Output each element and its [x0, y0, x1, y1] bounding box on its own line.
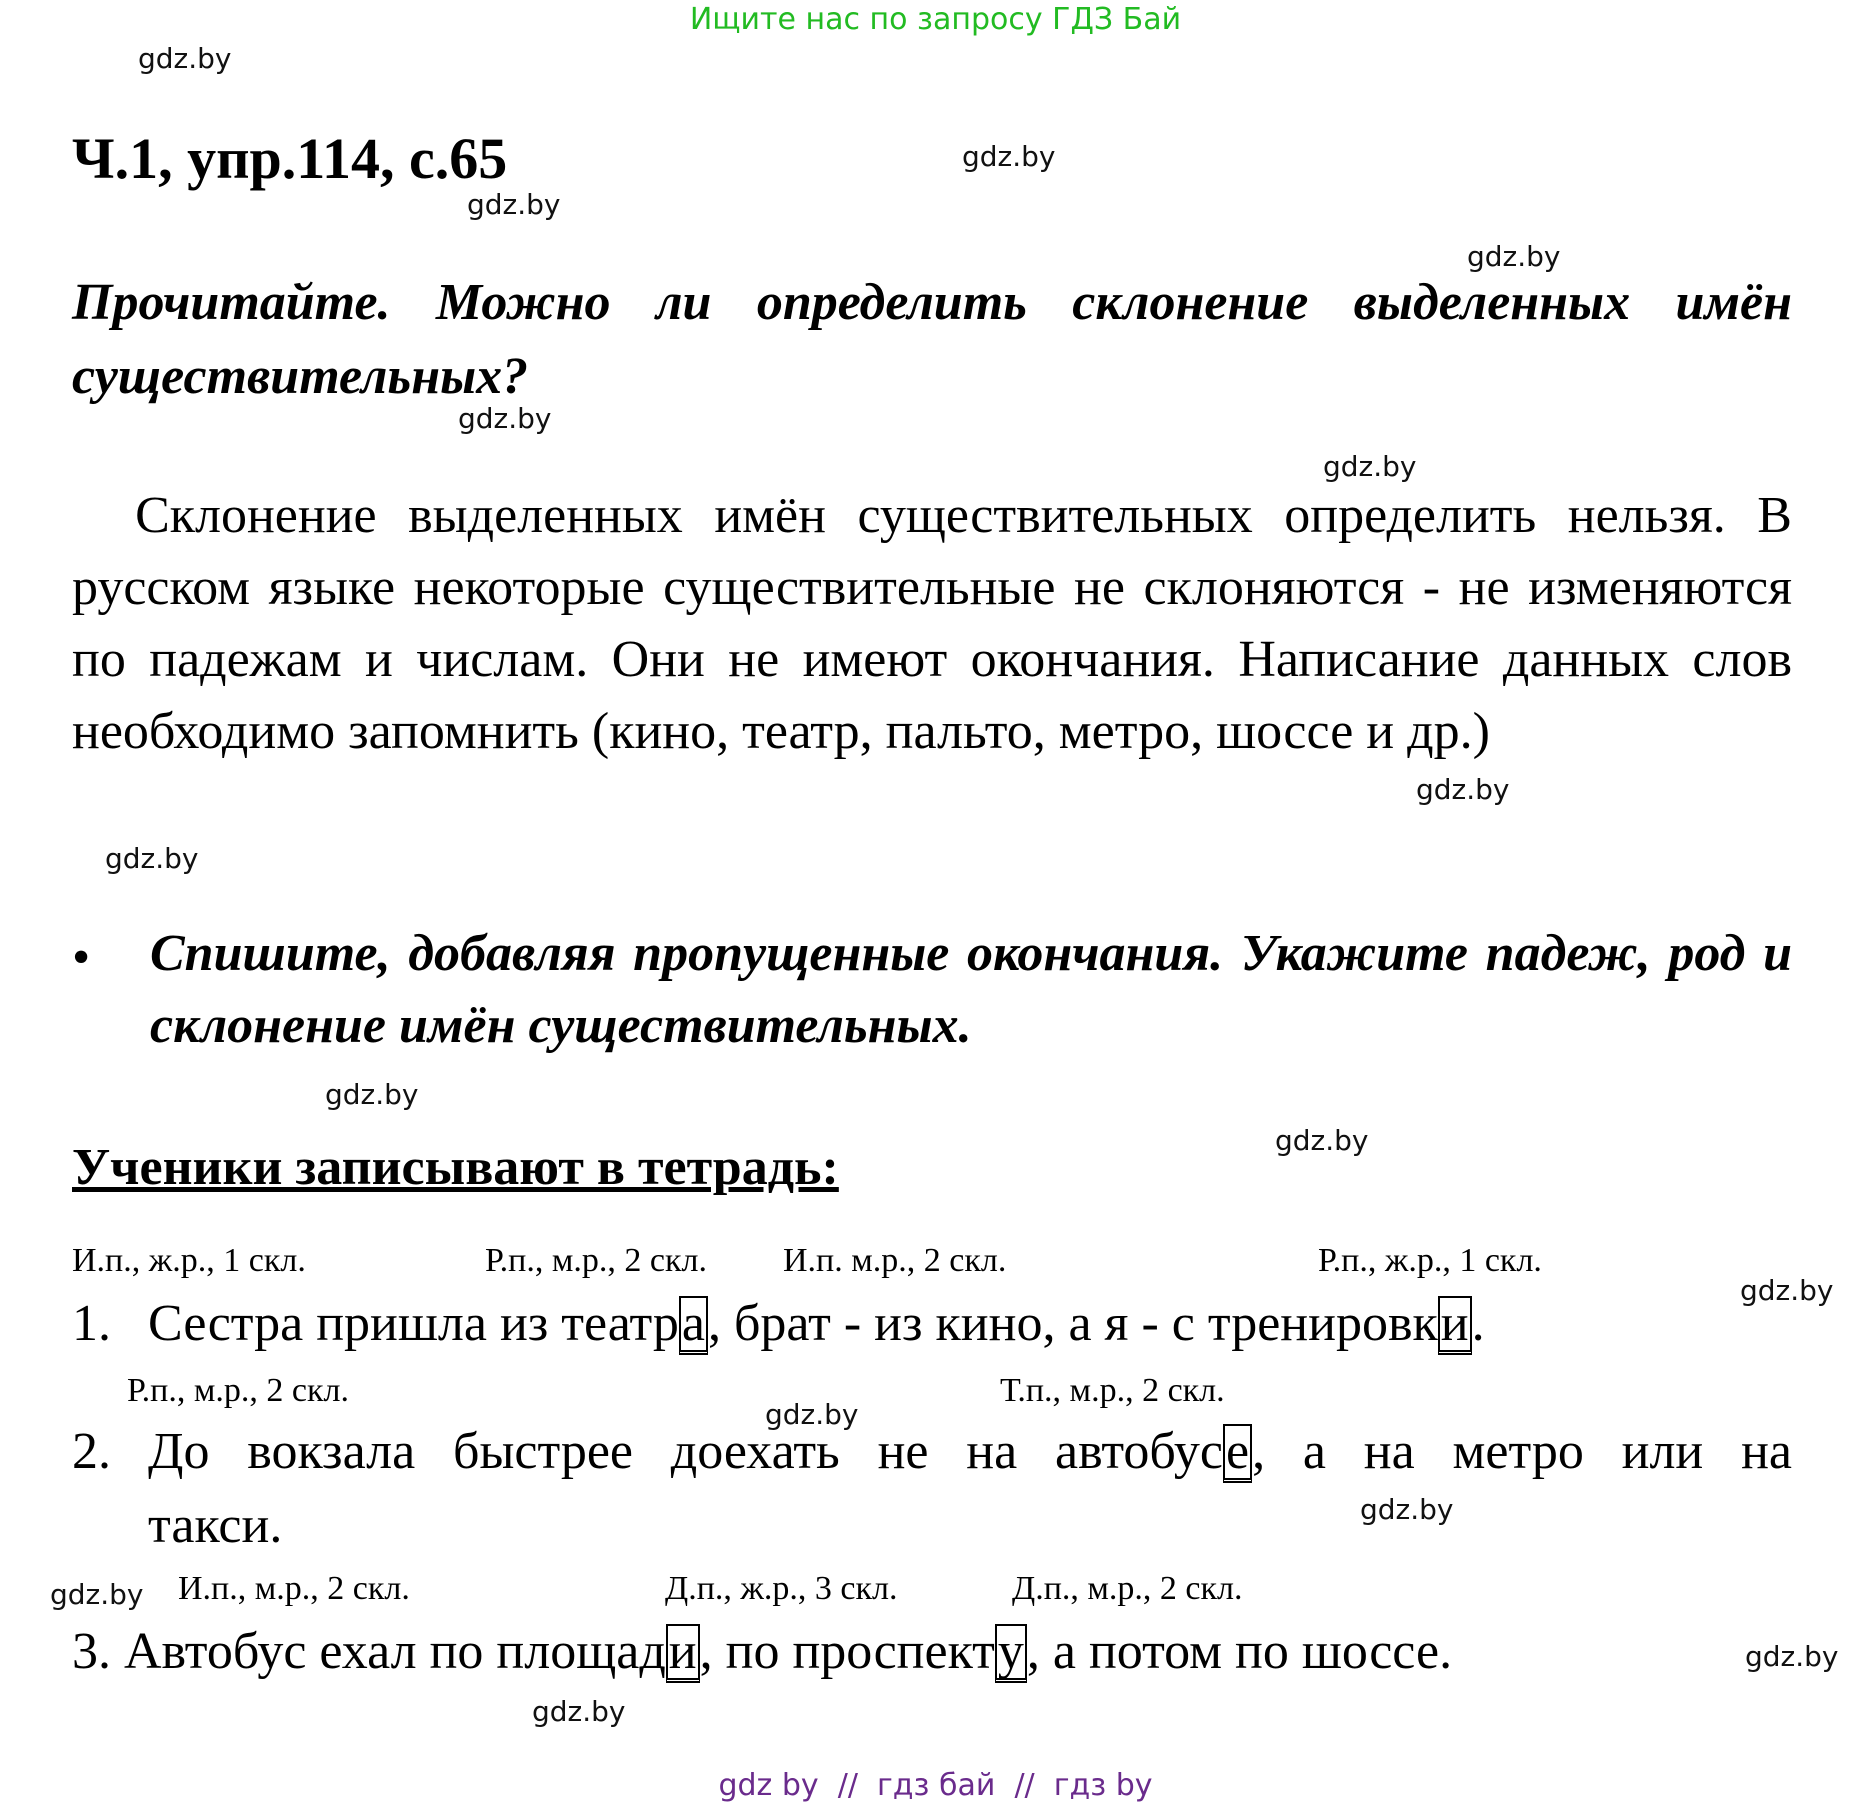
sentence-number: 2. [72, 1423, 111, 1480]
ending-box: у [995, 1624, 1027, 1683]
watermark: gdz.by [1740, 1274, 1834, 1307]
bullet: • [72, 929, 91, 986]
task-instruction-2: Спишите, добавляя пропущенные окончания. Укажите падеж, род и склонение имён существительных. [150, 925, 1792, 1054]
grammar-label: И.п. м.р., 2 скл. [783, 1242, 1007, 1279]
ending-box: а [679, 1296, 708, 1355]
grammar-label: И.п., м.р., 2 скл. [178, 1570, 410, 1607]
sentence-number: 3. [72, 1623, 111, 1680]
watermark: gdz.by [532, 1695, 626, 1728]
ending-box: и [1438, 1296, 1472, 1355]
footer-links: gdz by // гдз бай // гдз by [718, 1768, 1153, 1803]
watermark: gdz.by [1467, 240, 1561, 273]
section-heading: Ученики записывают в тетрадь: [72, 1139, 839, 1196]
watermark: gdz.by [765, 1398, 859, 1431]
ending-box: е [1223, 1424, 1252, 1483]
ending-box: и [666, 1624, 700, 1683]
sentence: Сестра пришла из театра, брат - из кино, а я - с тренировки. [148, 1294, 1485, 1355]
watermark: gdz.by [138, 42, 232, 75]
watermark: gdz.by [1275, 1124, 1369, 1157]
grammar-label: Р.п., м.р., 2 скл. [485, 1242, 707, 1279]
watermark: gdz.by [1360, 1493, 1454, 1526]
sentence-continuation: такси. [148, 1497, 283, 1554]
grammar-label: И.п., ж.р., 1 скл. [72, 1242, 306, 1279]
watermark: gdz.by [1745, 1640, 1839, 1673]
task-instruction: Прочитайте. Можно ли определить склонение выделенных имён существительных? [72, 274, 1792, 405]
grammar-label: Т.п., м.р., 2 скл. [1000, 1372, 1225, 1409]
page-title: Ч.1, упр.114, с.65 [72, 126, 508, 191]
watermark: gdz.by [1323, 450, 1417, 483]
answer-paragraph [72, 480, 1792, 768]
watermark: gdz.by [1416, 773, 1510, 806]
top-banner: Ищите нас по запросу ГДЗ Бай [689, 2, 1182, 37]
watermark: gdz.by [325, 1078, 419, 1111]
grammar-label: Р.п., ж.р., 1 скл. [1318, 1242, 1542, 1279]
grammar-label: Д.п., м.р., 2 скл. [1012, 1570, 1243, 1607]
sentence: До вокзала быстрее доехать не на автобусе, а на метро или на [148, 1422, 1792, 1483]
answer-text: Склонение выделенных имён существительных определить нельзя. В русском языке некоторые существительные не склоняются - не изменяются по падежам и числам. Они не имеют окончания. Написание данных слов необходимо запомнить (кино, театр, пальто, метро, шоссе и др.) [72, 487, 1792, 760]
sentence: 3. Автобус ехал по площади, по проспекту, а потом по шоссе. [72, 1622, 1452, 1683]
watermark: gdz.by [105, 842, 199, 875]
watermark: gdz.by [458, 402, 552, 435]
grammar-label: Р.п., м.р., 2 скл. [127, 1372, 349, 1409]
watermark: gdz.by [962, 140, 1056, 173]
watermark: gdz.by [467, 188, 561, 221]
grammar-label: Д.п., ж.р., 3 скл. [665, 1570, 898, 1607]
watermark: gdz.by [50, 1578, 144, 1611]
sentence-number: 1. [72, 1295, 111, 1352]
